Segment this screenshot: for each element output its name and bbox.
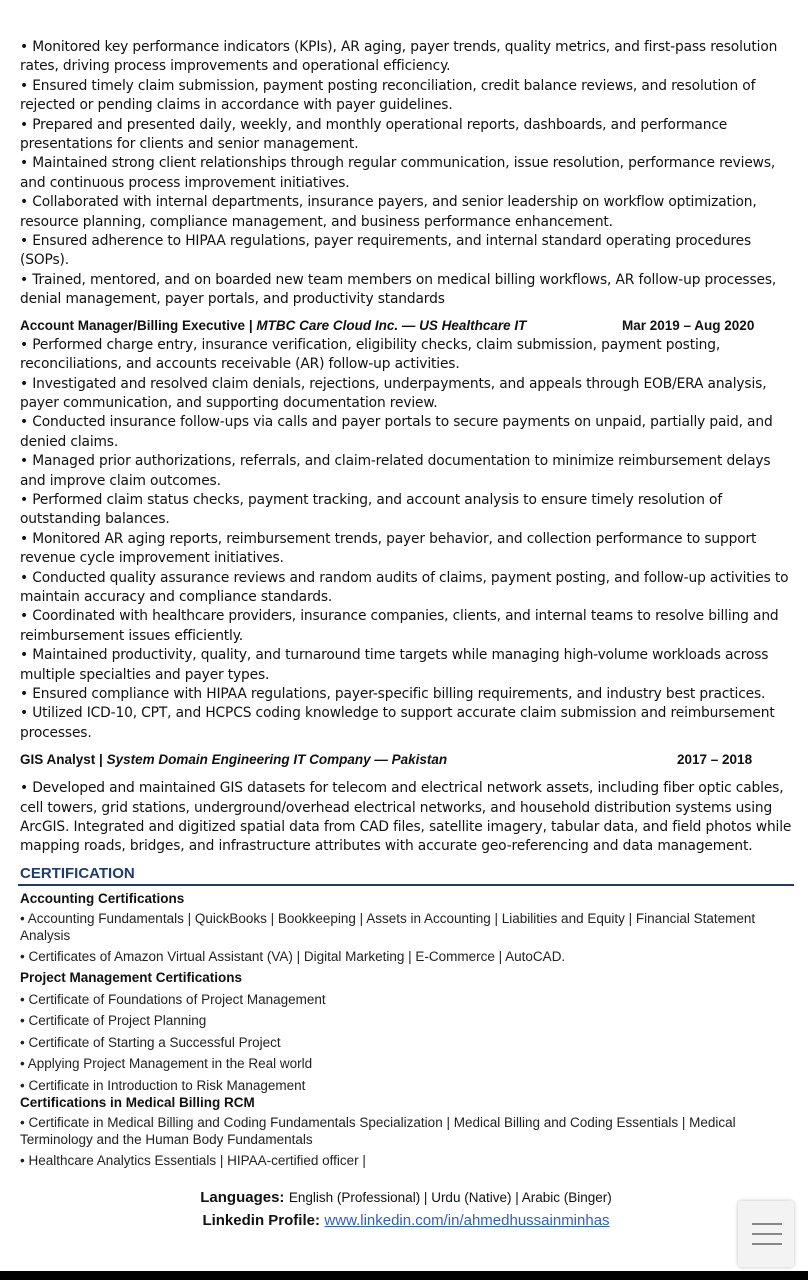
bullet: • Collaborated with internal departments, insurance payers, and senior leadership on workflow optimization, resource planning, compliance management, and business performance enhancement.	[20, 194, 757, 230]
languages-value: English (Professional) | Urdu (Native) | Arabic (Binger)	[288, 1189, 612, 1205]
bullet: • Managed prior authorizations, referrals, and claim-related documentation to minimize reimbursement delays and improve claim outcomes.	[20, 453, 771, 489]
cert-item: • Certificate in Medical Billing and Coding Fundamentals Specialization | Medical Billing and Coding Essentials | Medical Terminology and the Human Body Fundamentals	[20, 1114, 736, 1147]
bullet: • Maintained strong client relationships through regular communication, issue resolution, performance reviews, and continuous process improvement initiatives.	[20, 155, 776, 191]
bullet: • Ensured adherence to HIPAA regulations, payer requirements, and internal standard operating procedures (SOPs).	[20, 233, 752, 269]
bottom-bar	[0, 1271, 808, 1280]
linkedin-link[interactable]: www.linkedin.com/in/ahmedhussainminhas	[324, 1211, 610, 1229]
job-title: Account Manager/Billing Executive	[20, 317, 246, 333]
bullet: • Prepared and presented daily, weekly, and monthly operational reports, dashboards, and performance presentations for clients and senior management.	[20, 116, 728, 153]
bullet: • Trained, mentored, and on boarded new team members on medical billing workflows, AR follow-up processes, denial management, payer portals, and productivity standards	[20, 271, 777, 308]
languages-line	[20, 1186, 792, 1209]
job-header-gis	[20, 750, 792, 770]
bullet: • Performed claim status checks, payment tracking, and account analysis to ensure timely resolution of outstanding balances.	[20, 491, 723, 528]
bullet: • Investigated and resolved claim denials, rejections, underpayments, and appeals through EOB/ERA analysis, payer communication, and supporting documentation review.	[20, 375, 767, 411]
subheading-project-management: Project Management Certifications	[20, 969, 243, 985]
subheading-accounting: Accounting Certifications	[20, 890, 185, 906]
linkedin-label: Linkedin Profile:	[202, 1211, 320, 1229]
cert-item: • Certificate of Starting a Successful Project	[20, 1034, 281, 1050]
job-dates: Mar 2019 – Aug 2020	[622, 317, 755, 333]
cert-item: • Healthcare Analytics Essentials | HIPAA-certified officer |	[20, 1152, 366, 1168]
job-title: GIS Analyst	[20, 752, 96, 768]
bullet: • Conducted insurance follow-ups via calls and payer portals to secure payments on unpaid, partially paid, and denied claims.	[20, 414, 773, 450]
bullet: • Conducted quality assurance reviews and random audits of claims, payment posting, and follow-up activities to maintain accuracy and compliance standards.	[20, 569, 789, 605]
section-title-certification: CERTIFICATION	[20, 864, 135, 882]
previous-job-bullets	[20, 38, 792, 310]
cert-item: • Applying Project Management in the Real world	[20, 1056, 313, 1072]
bullet: • Monitored AR aging reports, reimbursement trends, payer behavior, and collection performance to support revenue cycle improvement initiatives.	[20, 530, 757, 567]
bullet: • Monitored key performance indicators (KPIs), AR aging, payer trends, quality metrics, and first-pass resolution rates, driving process improvements and operational efficiency.	[20, 39, 778, 75]
bullet: • Ensured compliance with HIPAA regulations, payer-specific billing requirements, and industry best practices.	[20, 686, 766, 702]
gis-paragraph: • Developed and maintained GIS datasets for telecom and electrical network assets, including fiber optic cables, cell towers, grid stations, underground/overhead electrical networks, and household distribution systems using ArcGIS. Integrated and digitized spatial data from CAD files, satellite imagery, tabular data, and field photos while mapping roads, bridges, and infrastructure attributes with accurate geo-referencing and data management.	[20, 780, 792, 855]
cert-item: • Certificate of Foundations of Project Management	[20, 991, 326, 1007]
job-separator: |	[95, 752, 107, 768]
section-divider	[18, 884, 794, 886]
job-header-mtbc	[20, 316, 792, 336]
job-company: MTBC Care Cloud Inc. — US Healthcare IT	[256, 317, 527, 333]
cert-item: • Certificate in Introduction to Risk Management	[20, 1077, 306, 1093]
subheading-medical-billing: Certifications in Medical Billing RCM	[20, 1094, 255, 1110]
bullet: • Utilized ICD-10, CPT, and HCPCS coding knowledge to support accurate claim submission and reimbursement processes.	[20, 705, 775, 741]
job-separator: |	[245, 317, 257, 333]
linkedin-line	[20, 1209, 792, 1232]
job-dates: 2017 – 2018	[677, 752, 753, 768]
mtbc-bullets	[20, 336, 792, 744]
bullet: • Ensured timely claim submission, payment posting reconciliation, credit balance reviews, and resolution of rejected or pending claims in accordance with payer guidelines.	[20, 77, 756, 114]
bullet: • Coordinated with healthcare providers, insurance companies, clients, and internal teams to resolve billing and reimbursement issues efficiently.	[20, 608, 779, 644]
hamburger-menu-button[interactable]	[738, 1201, 794, 1267]
cert-item: • Certificates of Amazon Virtual Assistant (VA) | Digital Marketing | E-Commerce | AutoCAD.	[20, 948, 566, 964]
languages-label: Languages:	[200, 1188, 285, 1206]
cert-item: • Certificate of Project Planning	[20, 1013, 207, 1029]
resume-page	[20, 38, 792, 1232]
bullet: • Maintained productivity, quality, and turnaround time targets while managing high-volume workloads across multiple specialties and payer types.	[20, 647, 769, 683]
job-company: System Domain Engineering IT Company — Pakistan	[106, 752, 448, 768]
cert-item: • Accounting Fundamentals | QuickBooks | Bookkeeping | Assets in Accounting | Liabilities and Equity | Financial Statement Analysis	[20, 910, 756, 943]
bullet: • Performed charge entry, insurance verification, eligibility checks, claim submission, payment posting, reconciliations, and accounts receivable (AR) follow-up activities.	[20, 336, 721, 373]
